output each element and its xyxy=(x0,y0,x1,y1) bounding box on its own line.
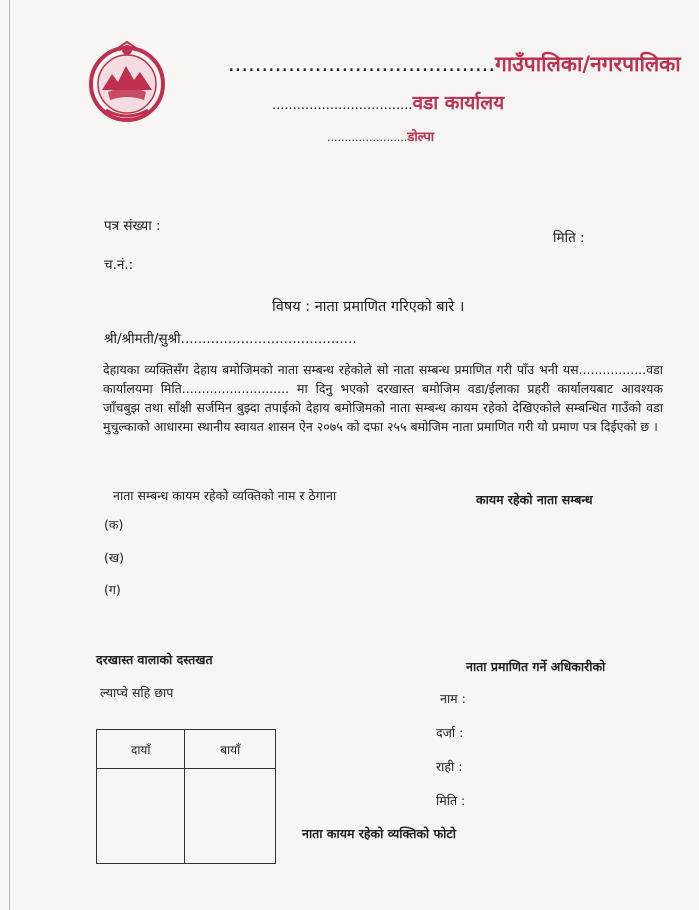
nepal-emblem-logo xyxy=(88,40,166,126)
subject-line: विषय : नाता प्रमाणित गरिएको बारे । xyxy=(272,299,465,315)
header-line-2 xyxy=(272,89,504,115)
relation-row-ka: (क) xyxy=(104,517,124,532)
letter-number-label: पत्र संख्या : xyxy=(104,218,161,234)
relation-type-header: कायम रहेको नाता सम्बन्ध xyxy=(476,492,593,507)
thumbprint-table xyxy=(96,729,276,864)
header-line-1-dots: ........................................ xyxy=(228,52,496,76)
relation-row-ga: (ग) xyxy=(104,582,121,597)
ward-office-title: वडा कार्यालय xyxy=(412,92,505,114)
right-thumb-box xyxy=(97,769,185,864)
authority-signature-label: राही : xyxy=(436,759,463,774)
left-thumb-box xyxy=(185,769,276,864)
certificate-body: देहायका व्यक्तिसँग देहाय बमोजिमको नाता सम्बन्ध रहेकोले सो नाता सम्बन्ध प्रमाणित गरी पाँउ भनी यस.................वडा कार्यालयमा मिति........................... मा दिनु भएको दरखास्त बमोजिम वडा/ईलाका प्रहरी कार्यालयबाट आवश्यक जाँचबुझ तथा साँक्षी सर्जमिन बुझ्दा तपाईको देहाय बमोजिमको नाता सम्बन्ध कायम रहेको देखिएकोले सम्बन्धित गाउँको वडा मुचुल्काको आधारमा स्थानीय स्वायत शासन ऐन २०७५ को दफा २५५ बमोजिम नाता प्रमाणित गरी यो प्रमाण पत्र दिईएको छ । xyxy=(103,362,663,434)
salutation: श्री/श्रीमती/सुश्री......................................... xyxy=(104,331,357,347)
municipality-title: गाउँपालिका/नगरपालिका xyxy=(495,52,681,76)
authority-rank-label: दर्जा : xyxy=(436,725,464,740)
authority-date-label: मिति : xyxy=(436,793,466,808)
header-line-3-dots: ....................... xyxy=(327,131,408,144)
district-name: डोल्पा xyxy=(407,130,435,145)
right-thumb-header: दायाँ xyxy=(97,730,185,769)
header-line-1 xyxy=(228,50,681,78)
thumbprint-label: ल्याप्चे सहि छाप xyxy=(100,685,174,700)
relation-row-kha: (ख) xyxy=(104,550,124,565)
dispatch-number-label: च.नं.: xyxy=(104,257,134,273)
header-line-3 xyxy=(327,127,434,145)
authority-name-label: नाम : xyxy=(440,691,466,706)
authority-title: नाता प्रमाणित गर्ने अधिकारीको xyxy=(466,659,606,674)
page-edge xyxy=(9,0,10,910)
header-line-2-dots: .................................. xyxy=(272,98,413,113)
relation-person-header: नाता सम्बन्ध कायम रहेको व्यक्तिको नाम र ठेगाना xyxy=(113,488,337,503)
date-label: मिति : xyxy=(553,230,585,246)
applicant-signature-label: दरखास्त वालाको दस्तखत xyxy=(96,652,213,667)
photo-caption: नाता कायम रहेको व्यक्तिको फोटो xyxy=(302,826,456,841)
left-thumb-header: बायाँ xyxy=(185,730,276,769)
